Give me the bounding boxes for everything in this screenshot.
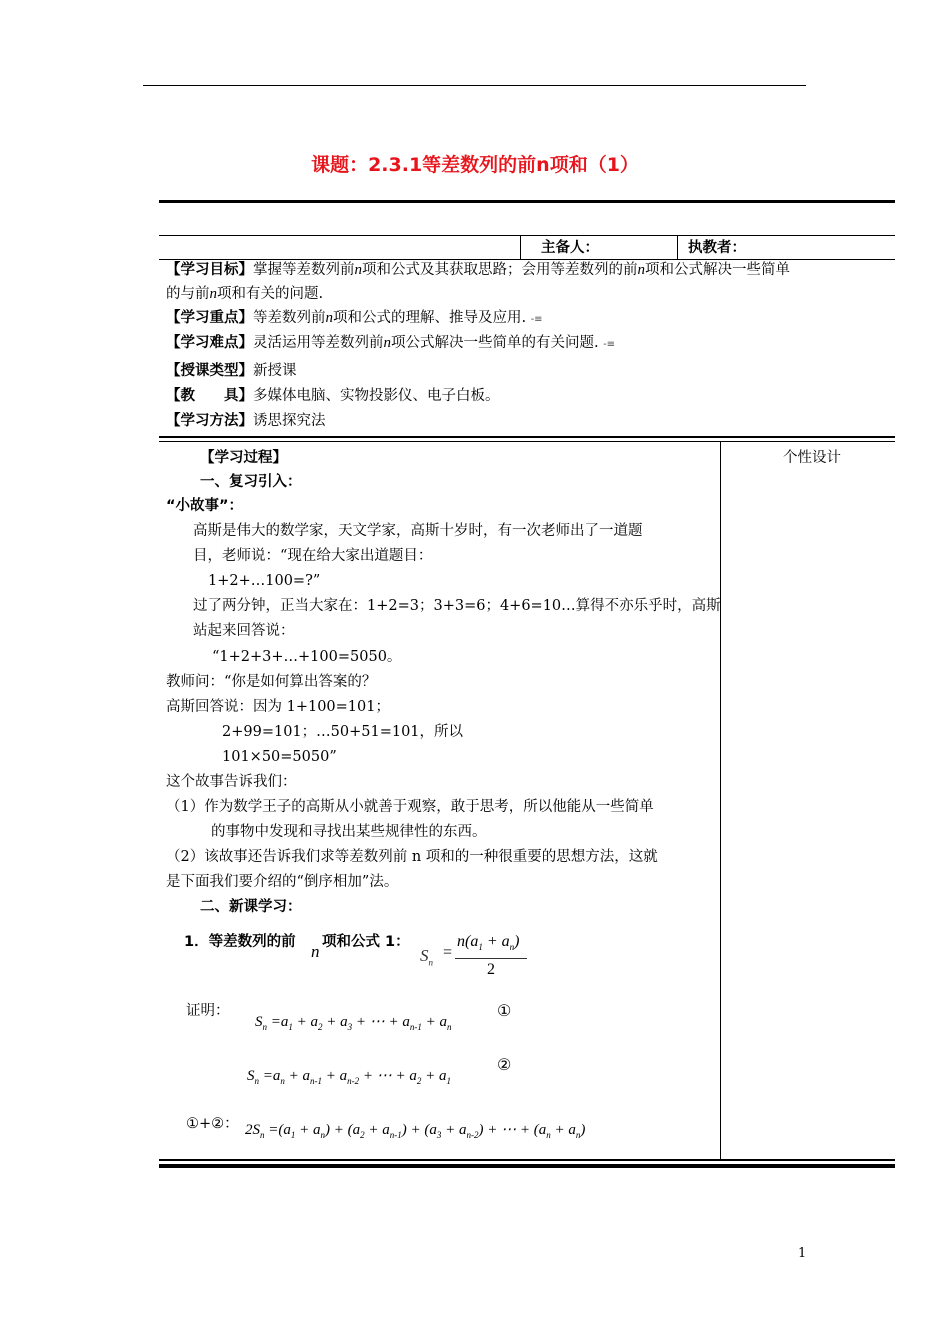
story-line: 站起来回答说： <box>193 623 295 639</box>
n-symbol: n <box>383 335 391 351</box>
formula-label <box>184 930 296 954</box>
lesson-type <box>166 359 297 383</box>
fraction-bar <box>455 958 527 959</box>
formula-n-symbol: n <box>311 942 320 961</box>
equation-marker-1: ① <box>497 1001 512 1020</box>
diff-text: 项公式解决一些简单的有关问题. <box>391 335 599 351</box>
story-line: 这个故事告诉我们： <box>166 774 297 790</box>
preparer-label: 主备人： <box>541 240 599 256</box>
difficult-point <box>166 331 615 357</box>
goal-text: 项和公式及其获取思路；会用等差数列的前 <box>362 262 638 278</box>
n-symbol: n <box>325 310 333 326</box>
header-rule <box>143 85 806 86</box>
goal-text: 项和公式解决一些简单 <box>645 262 790 278</box>
page-title: 课题：2.3.1等差数列的前n项和（1） <box>311 154 639 176</box>
goal-text: 的与前 <box>166 286 210 302</box>
story-line: “1+2+3+…+100=5050。 <box>212 649 402 665</box>
story-line: 高斯回答说：因为 1+100=101； <box>166 699 390 715</box>
learning-goal-cont <box>166 282 323 306</box>
key-point <box>166 306 542 332</box>
story-line: 目，老师说：“现在给大家出道题目： <box>193 548 433 564</box>
type-text: 新授课 <box>253 363 297 379</box>
process-heading: 【学习过程】 <box>200 450 287 466</box>
n-symbol: n <box>209 286 217 302</box>
goal-text: 掌握等差数列前 <box>253 262 355 278</box>
process-bottom-border <box>159 1164 895 1168</box>
section-review: 一、复习引入： <box>200 474 302 490</box>
proof-label: 证明： <box>186 1003 230 1019</box>
table-top-border <box>159 200 895 203</box>
story-line: 的事物中发现和寻找出某些规律性的东西。 <box>211 824 487 840</box>
side-column-title: 个性设计 <box>783 450 841 466</box>
edit-mark: -≡ <box>530 314 543 325</box>
story-line: 101×50=5050” <box>222 749 337 765</box>
n-symbol: n <box>637 262 645 278</box>
equation-marker-2: ② <box>497 1055 512 1074</box>
edit-mark: -≡ <box>603 339 615 350</box>
proof-equation-2: $S_n =a_n + a_{n-1} + a_{n-2}$ + ⋯ + $a_2 + a_1$ <box>247 1068 451 1086</box>
n-symbol: n <box>354 262 362 278</box>
formula-numerator: $n(a_1 + a_n)$ <box>457 933 520 953</box>
tool-label: 【教 具】 <box>166 388 253 404</box>
teacher-label: 执教者： <box>688 240 746 256</box>
formula-equals: = <box>443 944 453 961</box>
column-divider <box>720 442 721 1160</box>
process-top-border <box>159 441 895 442</box>
diff-text: 灵活运用等差数列前 <box>253 335 384 351</box>
key-text: 等差数列前 <box>253 310 326 326</box>
goal-text: 项和有关的问题. <box>217 286 324 302</box>
table-rule <box>520 235 521 260</box>
diff-label: 【学习难点】 <box>166 335 253 351</box>
page-number: 1 <box>798 1246 807 1261</box>
formula-sn: $S_n$ <box>420 946 433 968</box>
type-label: 【授课类型】 <box>166 363 253 379</box>
story-line: 高斯是伟大的数学家，天文学家，高斯十岁时，有一次老师出了一道题 <box>193 523 643 539</box>
formula-denominator: 2 <box>487 961 495 978</box>
table-rule <box>159 235 895 236</box>
key-text: 项和公式的理解、推导及应用. <box>333 310 527 326</box>
story-line: 教师问：“你是如何算出答案的？ <box>166 674 377 690</box>
story-title: “小故事”： <box>166 498 244 514</box>
goal-label: 【学习目标】 <box>166 262 253 278</box>
story-line: 是下面我们要介绍的“倒序相加”法。 <box>166 874 399 890</box>
key-label: 【学习重点】 <box>166 310 253 326</box>
method-text: 诱思探究法 <box>253 413 326 429</box>
formula-label-text: 1．等差数列的前 <box>184 934 296 950</box>
proof-equation-sum: $2S_n =(a_1 + a_n) + (a_2 + a_{n-1}) + (a_3 + a_{n-2})$ + ⋯ + $(a_n + a_n)$ <box>245 1122 586 1140</box>
story-line: 1+2+…100=?” <box>208 573 321 589</box>
story-line: 2+99=101；…50+51=101，所以 <box>222 724 464 740</box>
story-line: （1）作为数学王子的高斯从小就善于观察，敢于思考，所以他能从一些简单 <box>166 799 654 815</box>
process-bottom-border <box>159 1159 895 1161</box>
tool-text: 多媒体电脑、实物投影仪、电子白板。 <box>253 388 500 404</box>
proof-equation-1: $S_n =a_1 + a_2 + a_3$ + ⋯ + $a_{n-1} + a_n$ <box>255 1014 452 1032</box>
learning-method <box>166 409 326 433</box>
story-line: （2）该故事还告诉我们求等差数列前 n 项和的一种很重要的思想方法，这就 <box>166 849 658 865</box>
table-rule <box>677 235 678 260</box>
method-label: 【学习方法】 <box>166 413 253 429</box>
learning-goal <box>166 258 790 282</box>
story-line: 过了两分钟，正当大家在：1+2=3；3+3=6；4+6=10…算得不亦乐乎时，高斯 <box>193 598 721 614</box>
process-top-border <box>159 436 895 438</box>
formula-label-end: 项和公式 1： <box>322 934 410 950</box>
teaching-tools <box>166 384 500 408</box>
sum-label: ①+②： <box>186 1116 239 1132</box>
section-new-lesson: 二、新课学习： <box>200 899 302 915</box>
